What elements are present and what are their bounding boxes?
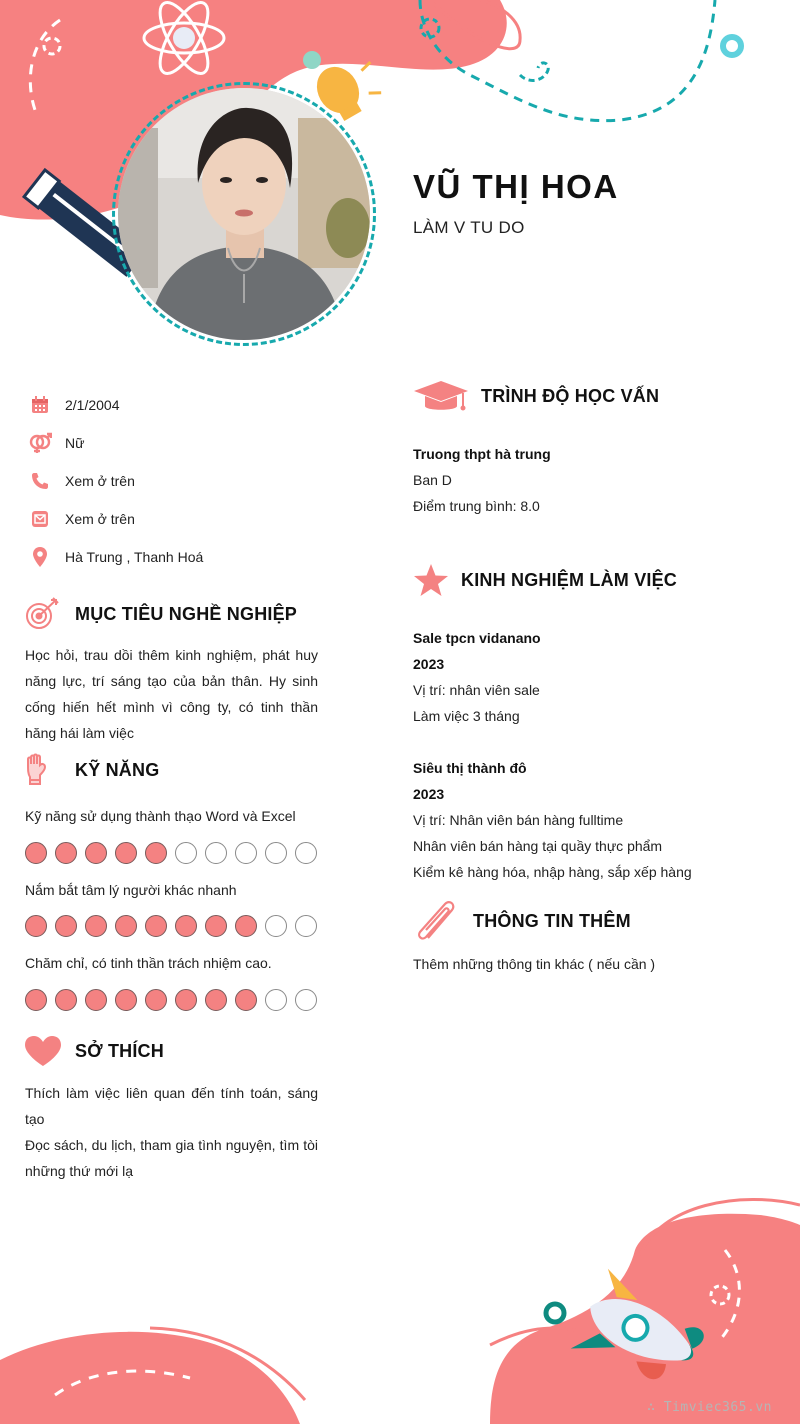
rating-dot-filled: [55, 842, 77, 864]
additional-details: [413, 951, 773, 977]
rating-dot-empty: [235, 842, 257, 864]
rating-dot-filled: [235, 989, 257, 1011]
gender-text: Nữ: [65, 435, 85, 451]
rating-dot-filled: [25, 915, 47, 937]
company-name: Sale tpcn vidanano: [413, 630, 541, 646]
graduation-cap-icon: [413, 378, 469, 414]
skill-label: Nắm bắt tâm lý người khác nhanh: [25, 882, 237, 898]
education-gpa: Điểm trung bình: 8.0: [413, 498, 540, 514]
job-detail: Vị trí: nhân viên sale: [413, 682, 540, 698]
job-detail: Nhân viên bán hàng tại quầy thực phẩm: [413, 838, 663, 854]
rating-dot-filled: [25, 842, 47, 864]
objective-heading: [22, 596, 297, 632]
rating-dot-filled: [145, 915, 167, 937]
objective-title: MỤC TIÊU NGHỀ NGHIỆP: [75, 603, 298, 624]
contact-address: [28, 538, 358, 576]
gender-icon: [28, 432, 52, 454]
paperclip-icon: [413, 900, 461, 942]
rating-dot-filled: [115, 915, 137, 937]
experience-heading: [413, 562, 677, 598]
location-pin-icon: [28, 546, 52, 568]
phone-text: Xem ở trên: [65, 473, 135, 489]
rating-dot-filled: [85, 915, 107, 937]
rating-dot-filled: [55, 915, 77, 937]
rating-dot-filled: [175, 915, 197, 937]
rating-dot-filled: [145, 989, 167, 1011]
rating-dot-empty: [265, 842, 287, 864]
additional-title: THÔNG TIN THÊM: [473, 910, 631, 931]
calendar-icon: [28, 394, 52, 416]
heart-icon: [24, 1034, 62, 1068]
birthday-text: 2/1/2004: [65, 397, 120, 413]
star-icon: [413, 562, 449, 598]
rating-dot-filled: [235, 915, 257, 937]
contact-gender: [28, 424, 358, 462]
objective-text: Học hỏi, trau dồi thêm kinh nghiệm, phát huy năng lực, trí sáng tạo của bản thân. Hy sinh cống hiến hết mình vì công ty, có tinh thần hăng hái làm việc: [25, 647, 318, 741]
email-icon: [28, 508, 52, 530]
education-details: [413, 441, 773, 519]
email-text: Xem ở trên: [65, 511, 135, 527]
contact-list: [28, 386, 358, 576]
skill-rating: [25, 989, 317, 1011]
rating-dot-filled: [205, 989, 227, 1011]
rating-dot-filled: [85, 842, 107, 864]
rating-dot-filled: [55, 989, 77, 1011]
skill-label: Chăm chỉ, có tinh thần trách nhiệm cao.: [25, 955, 272, 971]
hobby-item: Thích làm việc liên quan đến tính toán, sáng tạo: [25, 1085, 318, 1127]
candidate-name: VŨ THỊ HOA: [413, 168, 619, 205]
rating-dot-empty: [265, 989, 287, 1011]
phone-icon: [28, 470, 52, 492]
rating-dot-empty: [265, 915, 287, 937]
rating-dot-empty: [175, 842, 197, 864]
skill-label: Kỹ năng sử dụng thành thạo Word và Excel: [25, 808, 296, 824]
job-detail: Kiểm kê hàng hóa, nhập hàng, sắp xếp hàng: [413, 864, 692, 880]
rating-dot-filled: [115, 989, 137, 1011]
rating-dot-filled: [145, 842, 167, 864]
rating-dot-filled: [25, 989, 47, 1011]
work-year: 2023: [413, 786, 445, 802]
hobbies-heading: [24, 1034, 164, 1068]
rating-dot-empty: [295, 842, 317, 864]
skill-rating: [25, 915, 317, 937]
contact-birthday: [28, 386, 358, 424]
education-title: TRÌNH ĐỘ HỌC VẤN: [481, 385, 660, 406]
school-name: Truong thpt hà trung: [413, 446, 551, 462]
target-icon: [22, 596, 62, 632]
additional-heading: [413, 900, 631, 942]
skill-rating: [25, 842, 317, 864]
avatar: [118, 88, 370, 340]
company-name: Siêu thị thành đô: [413, 760, 527, 776]
rating-dot-filled: [175, 989, 197, 1011]
rating-dot-filled: [115, 842, 137, 864]
rating-dot-empty: [295, 989, 317, 1011]
contact-phone: [28, 462, 358, 500]
job-detail: Vị trí: Nhân viên bán hàng fulltime: [413, 812, 624, 828]
rating-dot-empty: [205, 842, 227, 864]
experience-item: [413, 625, 773, 729]
fist-icon: [22, 752, 52, 788]
rating-dot-filled: [85, 989, 107, 1011]
experience-item: [413, 755, 773, 885]
watermark: ∴ Timviec365.vn: [647, 1400, 772, 1415]
work-year: 2023: [413, 656, 445, 672]
experience-title: KINH NGHIỆM LÀM VIỆC: [461, 569, 678, 590]
skills-title: KỸ NĂNG: [75, 759, 160, 780]
address-text: Hà Trung , Thanh Hoá: [65, 549, 204, 565]
education-major: Ban D: [413, 472, 452, 488]
hobby-item: Đọc sách, du lịch, tham gia tình nguyện, tìm tòi những thứ mới lạ: [25, 1137, 318, 1179]
skills-heading: [22, 752, 159, 788]
rating-dot-empty: [295, 915, 317, 937]
additional-text: Thêm những thông tin khác ( nếu cần ): [413, 956, 656, 972]
hobbies-title: SỞ THÍCH: [75, 1040, 164, 1061]
contact-email: [28, 500, 358, 538]
job-title: LÀM V TU DO: [413, 218, 525, 237]
education-heading: [413, 378, 659, 414]
job-detail: Làm việc 3 tháng: [413, 708, 520, 724]
rating-dot-filled: [205, 915, 227, 937]
